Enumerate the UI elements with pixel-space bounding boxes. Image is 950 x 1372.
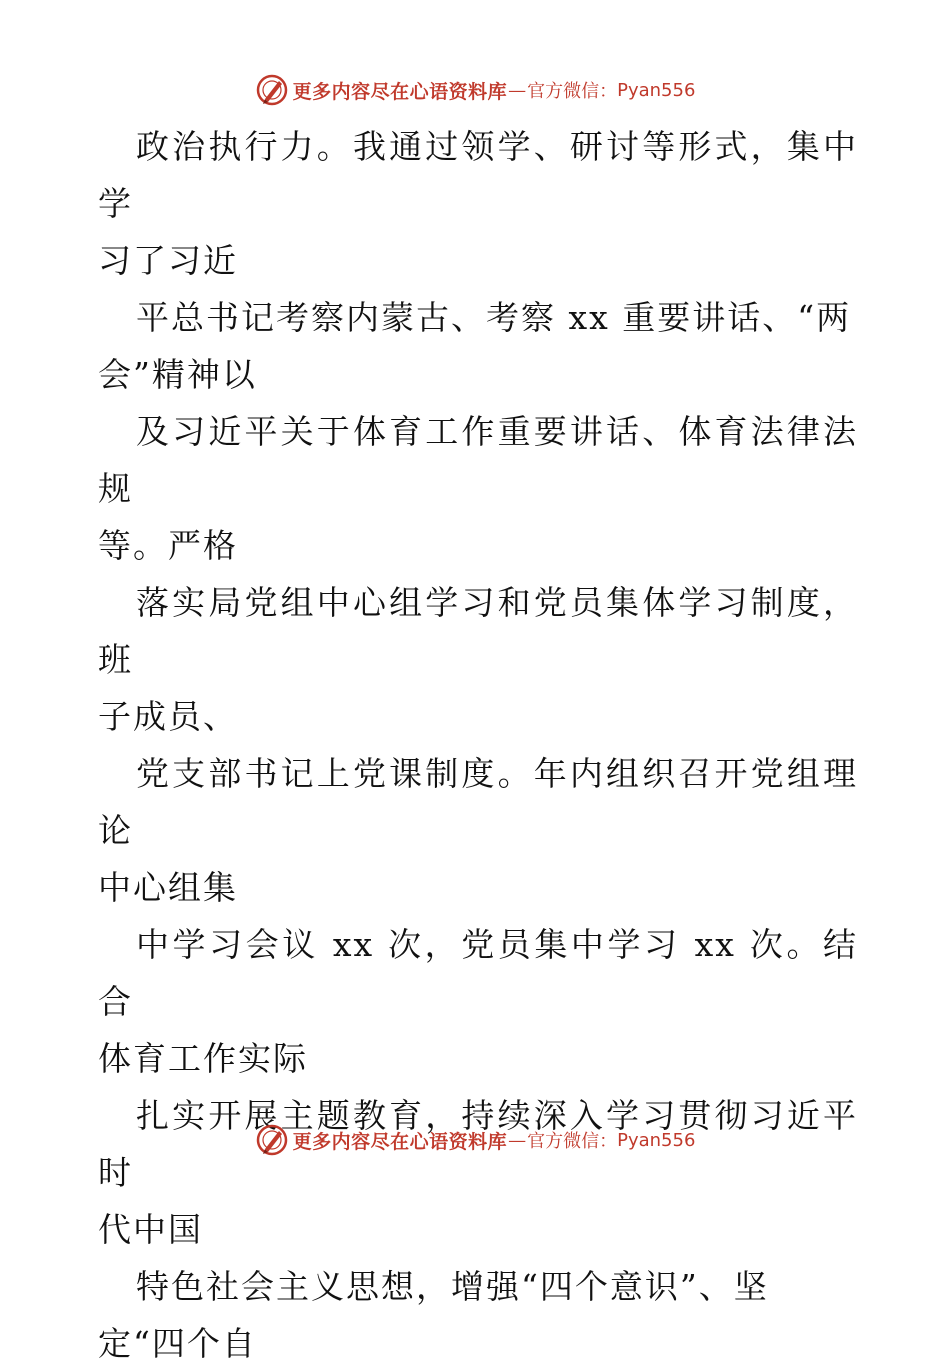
paragraph-4 [98,574,858,745]
paragraph-line: 习了习近 [98,241,238,280]
paragraph-line: 政治执行力。我通过领学、研讨等形式，集中学 [98,127,858,223]
paragraph-line: 落实局党组中心组学习和党员集体学习制度，班 [98,583,858,679]
paragraph-6 [98,916,858,1087]
separator-dash: — [508,1129,527,1151]
contact-label: 官方微信： [527,81,618,102]
paragraph-line: 中学习会议 xx 次，党员集中学习 xx 次。结合 [98,925,858,1021]
contact-label: 官方微信： [527,1131,618,1152]
paragraph-line: 子成员、 [98,697,238,736]
paragraph-line: 定“四个自 [98,1324,257,1363]
paragraph-5 [98,745,858,916]
document-body [98,118,858,1372]
paragraph-line: 代中国 [98,1210,203,1249]
paragraph-line: 及习近平关于体育工作重要讲话、体育法律法规 [98,412,858,508]
site-slogan: 更多内容尽在心语资料库 [292,80,508,103]
paragraph-line: 党支部书记上党课制度。年内组织召开党组理论 [98,754,858,850]
footer-banner [0,1120,950,1160]
paragraph-2 [98,289,858,403]
paragraph-3 [98,403,858,574]
paragraph-line: 会”精神以 [98,355,257,394]
pen-logo-icon [255,73,289,107]
paragraph-1 [98,118,858,289]
site-slogan: 更多内容尽在心语资料库 [292,1130,508,1153]
paragraph-line: 平总书记考察内蒙古、考察 xx 重要讲话、“两 [136,298,852,337]
header-banner [0,70,950,110]
paragraph-line: 特色社会主义思想，增强“四个意识”、坚 [136,1267,769,1306]
contact-id: Pyan556 [617,79,696,101]
paragraph-8 [98,1258,858,1372]
paragraph-line: 体育工作实际 [98,1039,308,1078]
separator-dash: — [508,79,527,101]
contact-id: Pyan556 [617,1129,696,1151]
paragraph-line: 中心组集 [98,868,238,907]
pen-logo-icon [255,1123,289,1157]
paragraph-7 [98,1087,858,1258]
paragraph-line: 等。严格 [98,526,238,565]
paragraph-line: 扎实开展主题教育，持续深入学习贯彻习近平时 [98,1096,858,1192]
